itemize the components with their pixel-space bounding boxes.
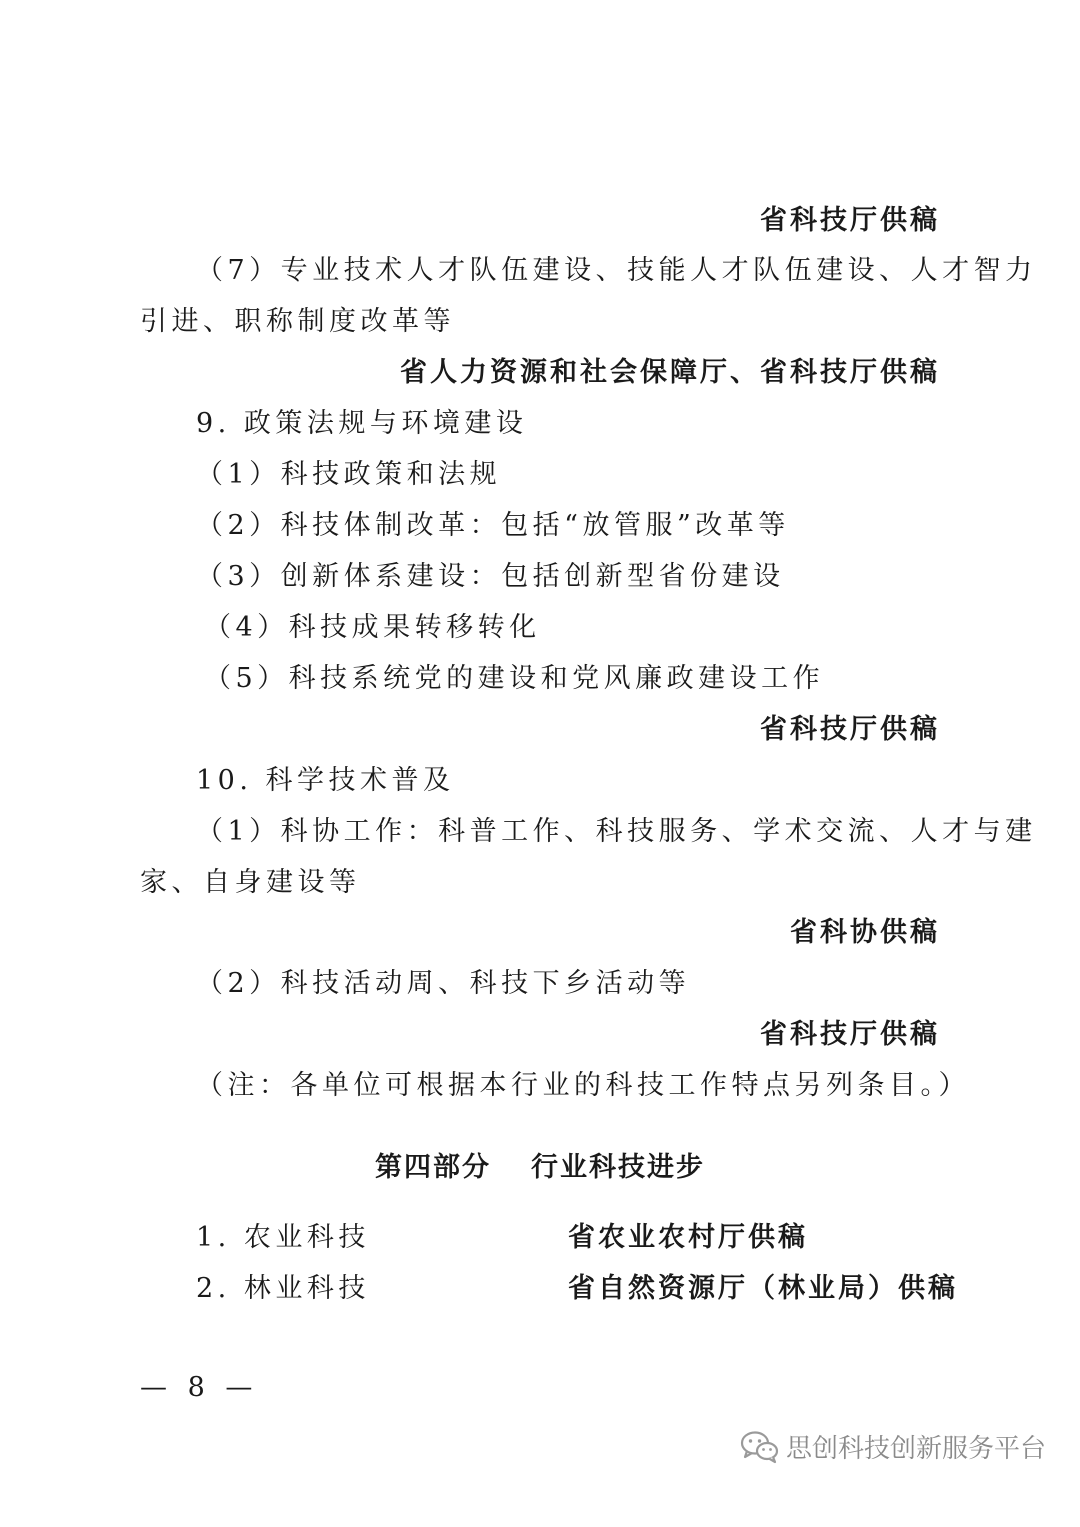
note: （注：各单位可根据本行业的科技工作特点另列条目。） — [196, 1070, 970, 1101]
wechat-icon — [740, 1430, 780, 1464]
part4-item-2-label: 2. 林业科技 — [196, 1273, 370, 1304]
item-7-line2: 引进、职称制度改革等 — [140, 306, 455, 337]
part4-heading-left: 第四部分 — [375, 1152, 491, 1183]
item-10-1-line1: （1）科协工作：科普工作、科技服务、学术交流、人才与建 — [196, 816, 1037, 847]
item-10-1-line2: 家、自身建设等 — [140, 867, 361, 898]
part4-item-1-label: 1. 农业科技 — [196, 1222, 370, 1253]
item-7-line1: （7）专业技术人才队伍建设、技能人才队伍建设、人才智力 — [196, 255, 1037, 286]
part4-heading — [0, 1145, 1080, 1184]
section-10-title: 10. 科学技术普及 — [196, 765, 455, 796]
part4-item-1-credit: 省农业农村厅供稿 — [568, 1222, 808, 1253]
section-9-title: 9. 政策法规与环境建设 — [196, 408, 528, 439]
item-9-4: （4）科技成果转移转化 — [204, 612, 541, 643]
credit-line: 省科协供稿 — [790, 917, 940, 948]
part4-item-2-credit: 省自然资源厅（林业局）供稿 — [568, 1273, 958, 1304]
part4-heading-right: 行业科技进步 — [531, 1152, 705, 1183]
watermark-text: 思创科技创新服务平台 — [785, 1434, 1046, 1464]
page-number: — 8 — — [140, 1372, 259, 1403]
item-9-5: （5）科技系统党的建设和党风廉政建设工作 — [204, 663, 825, 694]
watermark — [740, 1428, 1046, 1465]
item-9-3: （3）创新体系建设：包括创新型省份建设 — [196, 561, 785, 592]
credit-line: 省科技厅供稿 — [760, 205, 940, 236]
item-9-2: （2）科技体制改革：包括“放管服”改革等 — [196, 510, 790, 541]
credit-line: 省人力资源和社会保障厅、省科技厅供稿 — [400, 357, 940, 388]
item-10-2: （2）科技活动周、科技下乡活动等 — [196, 968, 691, 999]
item-9-1: （1）科技政策和法规 — [196, 459, 502, 490]
credit-line: 省科技厅供稿 — [760, 714, 940, 745]
credit-line: 省科技厅供稿 — [760, 1019, 940, 1050]
